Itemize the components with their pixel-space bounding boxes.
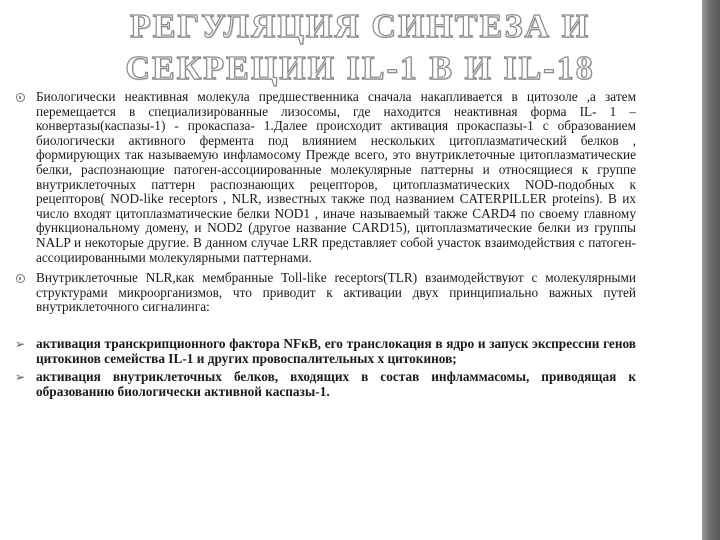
title-line-2: СЕКРЕЦИИ IL-1 B И IL-18 (125, 50, 595, 87)
bullet-text-3: активация транскрипционного фактора NFкB, его транслокация в ядро и запуск экспрессии генов цитокинов семейства IL-1 и других провоспалительных х цитокинов; (36, 335, 636, 366)
title-line-1: РЕГУЛЯЦИЯ СИНТЕЗА И (129, 8, 591, 45)
right-decorative-bar (702, 0, 720, 540)
bullet-text-4: активация внутриклеточных белков, входящих в состав инфламмасомы, приводящая к образованию биологически активной каспазы-1. (36, 369, 636, 399)
bullet-item-2 (10, 271, 636, 315)
slide-body (10, 90, 636, 399)
bullet-item-4 (10, 370, 636, 399)
bullet-item-1 (10, 90, 636, 265)
circle-bullet-icon (10, 271, 30, 286)
arrow-bullet-icon: ➢ (14, 336, 26, 351)
circle-bullet-icon (10, 90, 30, 105)
bullet-text-1: Биологически неактивная молекула предшественника сначала накапливается в цитозоле ,а затем перемещается в специализированные лизосомы, где находится неактивная форма IL- 1 –конвертазы(каспазы-1) - прокаспаза- 1.Далее происходит активация прокаспазы-1 с образованием биологически активного фермента под влиянием нескольких цитоплазматический белков , формирующих так называемую инфламосому Прежде всего, это внутриклеточные цитоплазматические белки, распознающие патоген-ассоциированные молекулярные паттерны и относящиеся к группе внутриклеточных паттерн распознающих рецепторов, цитоплазматических NOD-подобных к рецепторов( NOD-like receptors , NLR, известных также под названием CATERPILLER proteins). В их число входят цитоплазматические белки NOD1 , иначе называемый также CARD4 по своему главному функциональному домену, и NOD2 (другое название CARD15), цитоплазматические белки из группы NALP и некоторые другие. В данном случае LRR представляет собой участок взаимодействия с патоген-ассоциированными молекулярными паттернами. (36, 89, 636, 265)
bullet-item-3 (10, 337, 636, 366)
bullet-text-2: Внутриклеточные NLR,как мембранные Toll-like receptors(TLR) взаимодействуют с молекулярными структурами микроорганизмов, что приводит к активации двух принципиально важных путей внутриклеточного сигналинга: (36, 270, 636, 315)
arrow-bullet-icon: ➢ (14, 370, 26, 385)
slide-title (20, 6, 700, 90)
